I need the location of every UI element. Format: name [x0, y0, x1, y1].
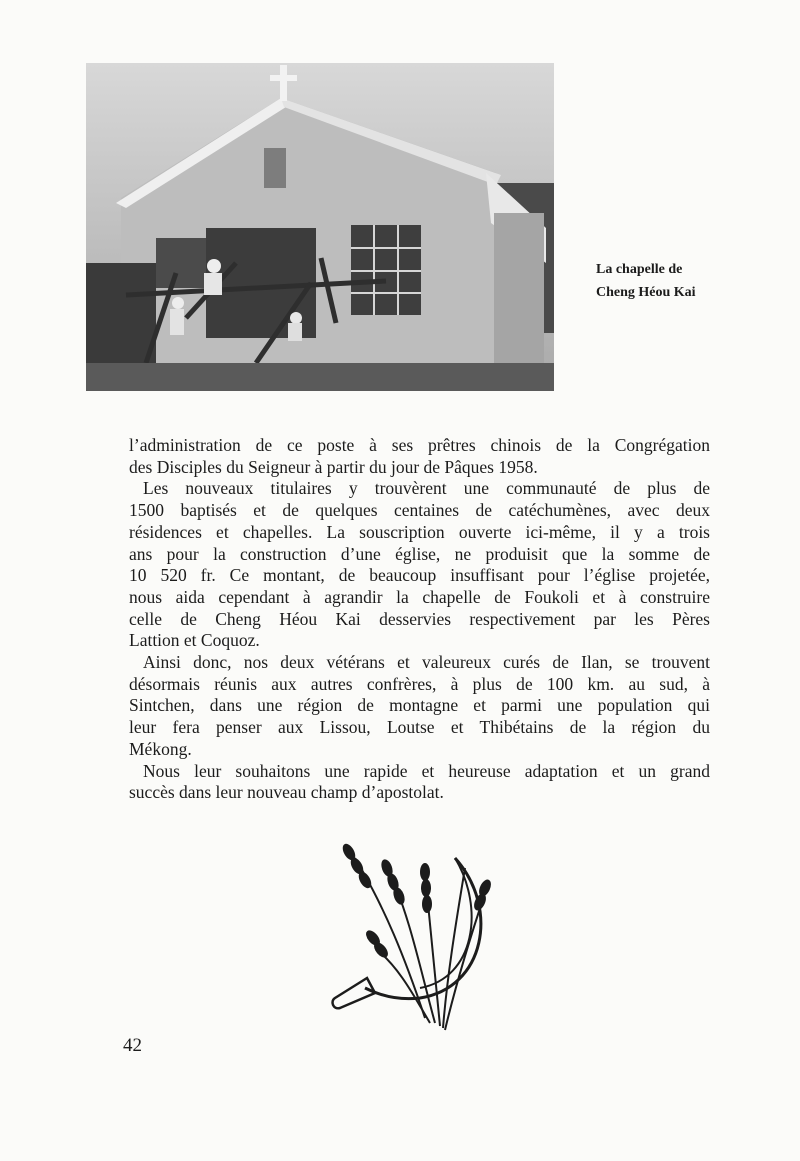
wheat-sickle-drawing — [325, 838, 505, 1038]
body-line: Nous leur souhaitons une rapide et heureuse adaptation et un grand — [143, 760, 710, 781]
caption-line: La chapelle de — [596, 262, 683, 277]
chapel-photo-drawing — [86, 63, 554, 391]
body-line: 1500 baptisés et de quelques centaines de catéchumènes, avec deux — [129, 500, 710, 521]
body-line: désormais réunis aux autres confrères, à plus de 100 km. au sud, à — [129, 673, 710, 694]
body-line: Les nouveaux titulaires y trouvèrent une communauté de plus de — [143, 478, 710, 499]
body-line: celle de Cheng Héou Kai desservies respectivement par les Pères — [129, 608, 710, 629]
body-line: nous aida cependant à agrandir la chapelle de Foukoli et à construire — [129, 586, 710, 607]
page-number: 42 — [123, 1035, 142, 1056]
body-line: l’administration de ce poste à ses prêtres chinois de la Congrégation — [129, 435, 710, 455]
article-body — [129, 435, 710, 804]
body-line: résidences et chapelles. La souscription ouverte ici-même, il y a trois — [129, 521, 710, 542]
chapel-photo — [86, 63, 554, 391]
body-line: 10 520 fr. Ce montant, de beaucoup insuffisant pour l’église projetée, — [129, 565, 710, 586]
body-line: des Disciples du Seigneur à partir du jour de Pâques 1958. — [129, 456, 538, 477]
body-line: Lattion et Coquoz. — [129, 630, 260, 651]
body-line: succès dans leur nouveau champ d’apostolat. — [129, 782, 444, 803]
caption-line: Cheng Héou Kai — [596, 285, 696, 300]
body-line: ans pour la construction d’une église, ne produisit que la somme de — [129, 543, 710, 564]
photo-caption — [596, 258, 776, 304]
body-line: Mékong. — [129, 738, 192, 759]
wheat-sickle-icon — [325, 838, 505, 1038]
body-line: Sintchen, dans une région de montagne et parmi une population qui — [129, 695, 710, 716]
body-line: leur fera penser aux Lissou, Loutse et Thibétains de la région du — [129, 717, 710, 738]
body-line: Ainsi donc, nos deux vétérans et valeureux curés de Ilan, se trouvent — [143, 652, 710, 673]
